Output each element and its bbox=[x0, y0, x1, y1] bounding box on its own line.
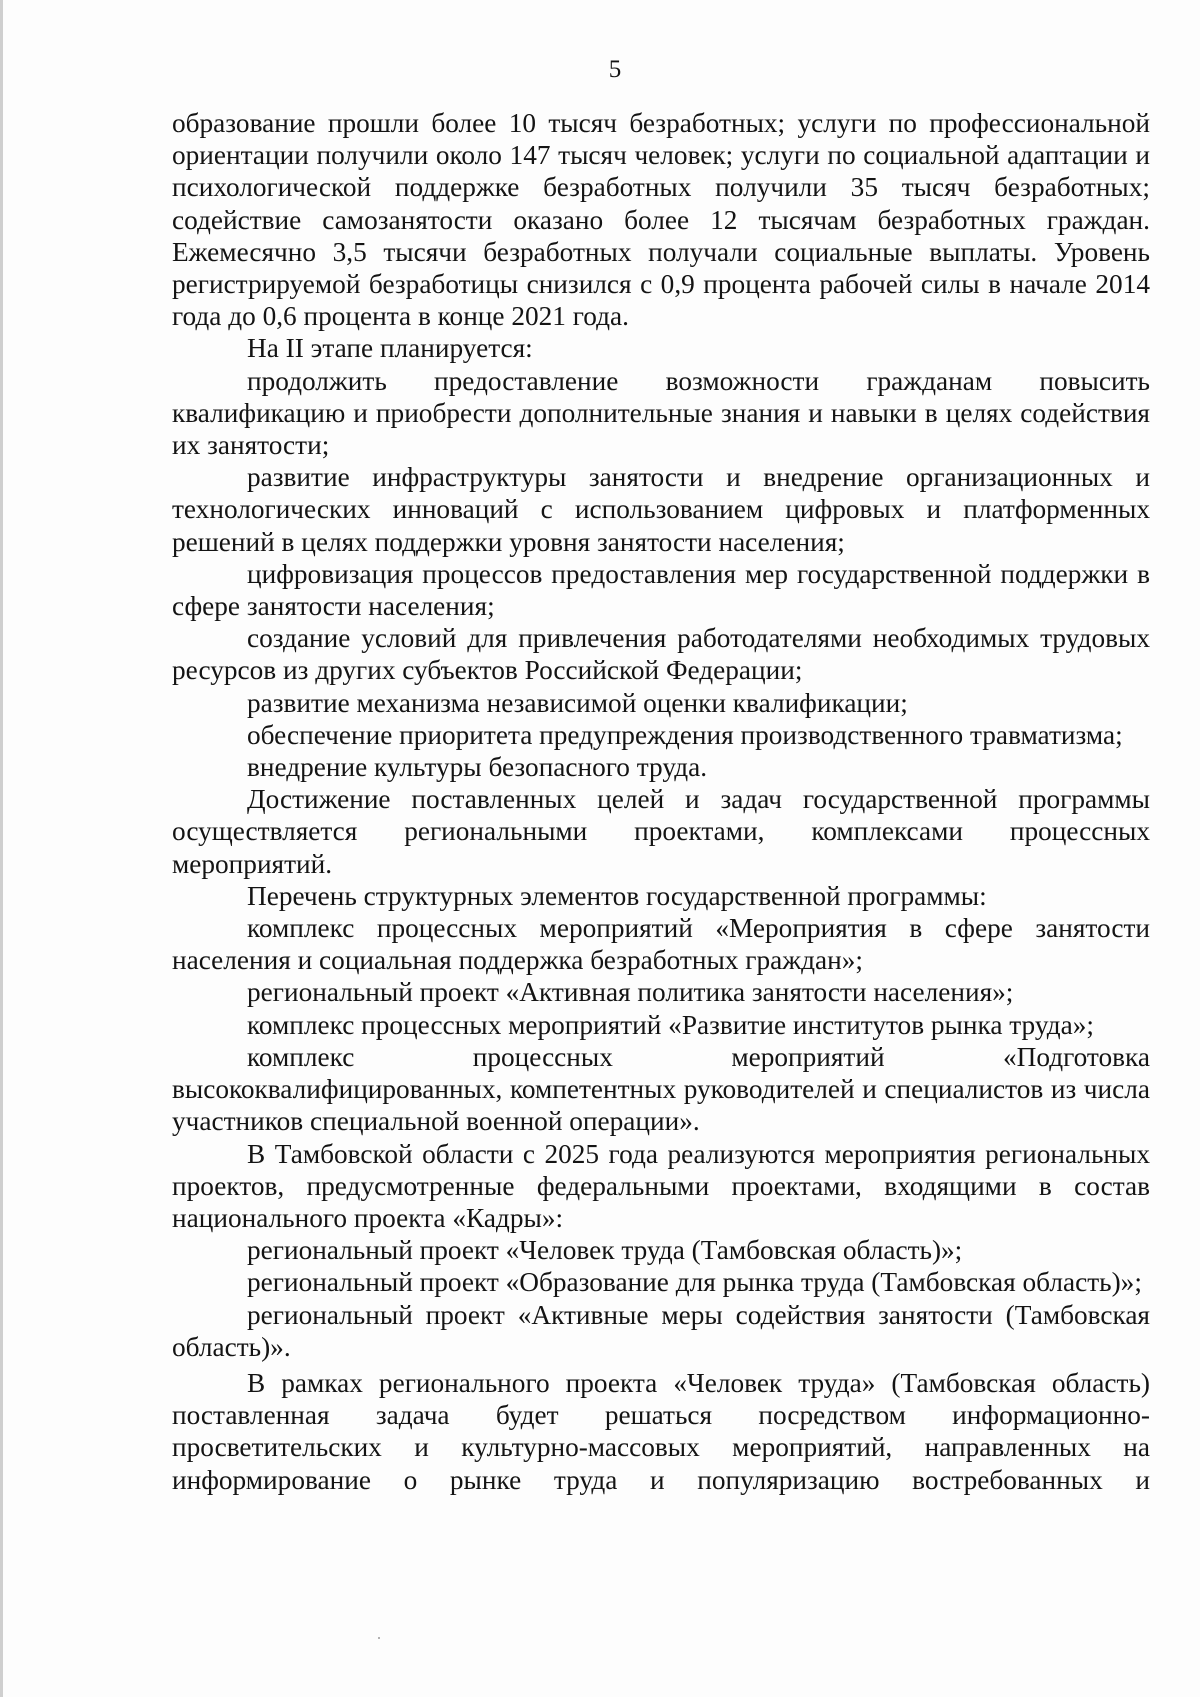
paragraph-digitalization-list-item: цифровизация процессов предоставления мер государственной поддержки в сфере занятости населения; bbox=[172, 558, 1150, 622]
paragraph-active-employment-project: региональный проект «Активная политика занятости населения»; bbox=[247, 977, 1014, 1008]
paragraph-qualification-assessment-list-item: развитие механизма независимой оценки квалификации; bbox=[247, 687, 908, 718]
scan-dot bbox=[378, 1637, 380, 1639]
paragraph-tambov-projects-intro: В Тамбовской области с 2025 года реализуются мероприятия региональных проектов, предусмотренные федеральными проектами, входящими в состав национального проекта «Кадры»: bbox=[172, 1138, 1150, 1233]
scan-edge-mark-left bbox=[0, 0, 3, 1697]
page-number: 5 bbox=[608, 56, 622, 83]
paragraph-military-participants-complex: комплекс процессных мероприятий «Подготовка высококвалифицированных, компетентных руководителей и специалистов из числа участников специальной военной операции». bbox=[172, 1041, 1150, 1137]
paragraph-injury-prevention-list-item: обеспечение приоритета предупреждения производственного травматизма; bbox=[247, 719, 1123, 750]
paragraph-infrastructure-list-item: развитие инфраструктуры занятости и внедрение организационных и технологических инноваций с использованием цифровых и платформенных решений в целях поддержки уровня занятости населения; bbox=[172, 462, 1150, 557]
paragraph-employment-support-complex: комплекс процессных мероприятий «Мероприятия в сфере занятости населения и социальная поддержка безработных граждан»; bbox=[172, 913, 1150, 976]
paragraph-stage-two-heading: На II этапе планируется: bbox=[247, 333, 533, 364]
paragraph-qualification-list-item: продолжить предоставление возможности гражданам повысить квалификацию и приобрести дополнительные знания и навыки в целях содействия их занятости; bbox=[172, 365, 1150, 461]
paragraph-safety-culture-list-item: внедрение культуры безопасного труда. bbox=[247, 752, 708, 783]
paragraph-structural-elements-heading: Перечень структурных элементов государственной программы: bbox=[247, 880, 987, 911]
paragraph-program-goals: Достижение поставленных целей и задач государственной программы осуществляется региональными проектами, комплексами процессных мероприятий. bbox=[172, 784, 1150, 879]
paragraph-unemployment-results: образование прошли более 10 тысяч безработных; услуги по профессиональной ориентации получили около 147 тысяч человек; услуги по социальной адаптации и психологической поддержке безработных получили 35 тысяч безработных; содействие самозанятости оказано более 12 тысячам безработных граждан. Ежемесячно 3,5 тысячи безработных получали социальные выплаты. Уровень регистрируемой безработицы снизился с 0,9 процента рабочей силы в начале 2014 года до 0,6 процента в конце 2021 года. bbox=[172, 108, 1150, 332]
paragraph-human-labor-project: региональный проект «Человек труда (Тамбовская область)»; bbox=[247, 1235, 963, 1266]
paragraph-education-labor-market-project: региональный проект «Образование для рынка труда (Тамбовская область)»; bbox=[247, 1267, 1142, 1298]
document-body bbox=[172, 107, 1150, 1496]
paragraph-active-measures-project: региональный проект «Активные меры содействия занятости (Тамбовская область)». bbox=[172, 1299, 1150, 1362]
paragraph-labor-resources-list-item: создание условий для привлечения работодателями необходимых трудовых ресурсов из других субъектов Российской Федерации; bbox=[172, 623, 1150, 686]
paragraph-labor-market-institutions-complex: комплекс процессных мероприятий «Развитие институтов рынка труда»; bbox=[247, 1009, 1095, 1040]
paragraph-human-labor-details: В рамках регионального проекта «Человек труда» (Тамбовская область) поставленная задача будет решаться посредством информационно-просветительских и культурно-массовых мероприятий, направленных на информирование о рынке труда и популяризацию востребованных и bbox=[172, 1367, 1150, 1495]
